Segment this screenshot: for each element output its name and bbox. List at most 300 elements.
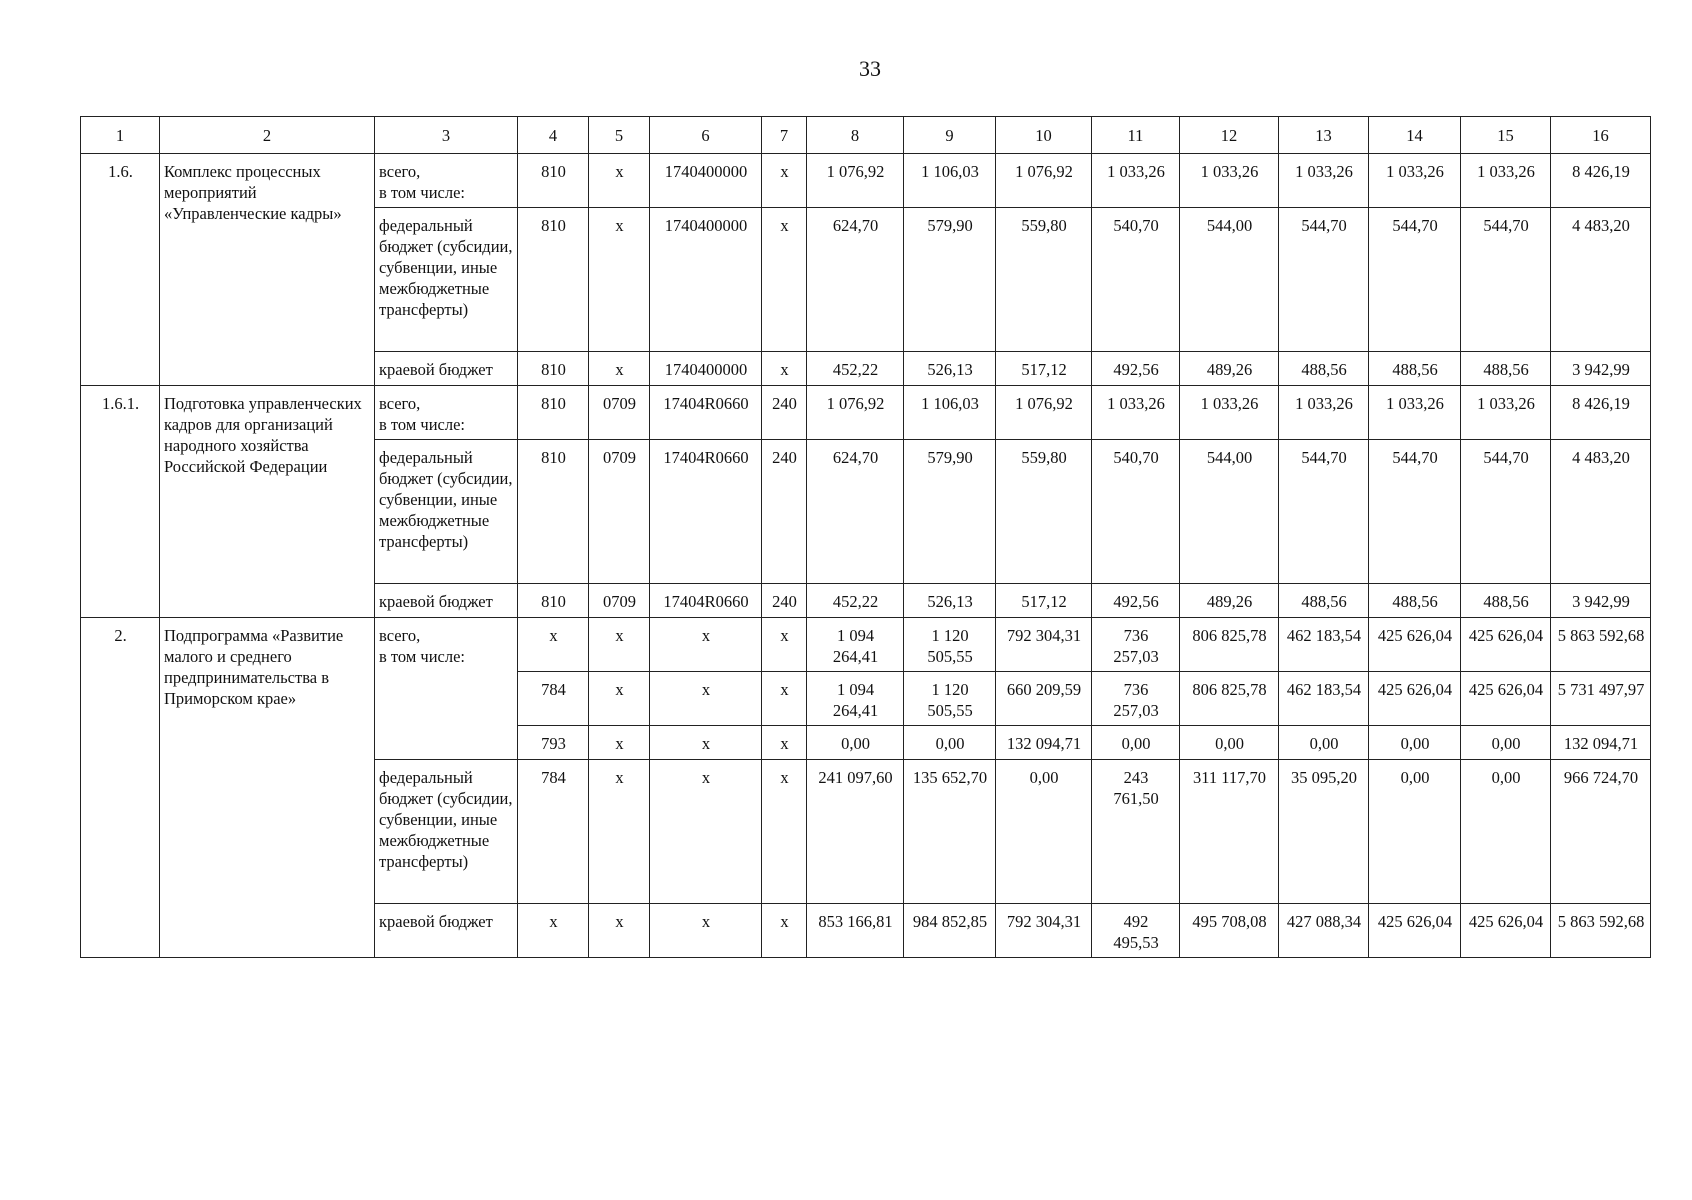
amount-cell: [1092, 386, 1180, 440]
amount-cell-text: 1 120 505,55: [927, 680, 973, 720]
amount-cell: [904, 618, 996, 672]
header-cell: 13: [1279, 117, 1369, 154]
code-grbs: [518, 386, 589, 440]
amount-cell: [1461, 904, 1551, 958]
amount-cell-text: 0,00: [1121, 734, 1151, 753]
amount-cell: [807, 904, 904, 958]
code-expense: [762, 726, 807, 760]
item-name: [160, 154, 375, 386]
amount-cell-text: 1 033,26: [1107, 394, 1165, 413]
amount-cell-text: 0,00: [841, 734, 870, 753]
amount-cell: [904, 440, 996, 584]
code-expense-text: х: [780, 734, 789, 753]
amount-cell: [1092, 208, 1180, 352]
amount-cell: [1180, 386, 1279, 440]
code-grbs: [518, 904, 589, 958]
amount-cell: [1551, 726, 1651, 760]
amount-cell: [1369, 440, 1461, 584]
amount-cell: [1092, 352, 1180, 386]
funding-source-text: краевой бюджет: [379, 912, 493, 931]
amount-cell-text: 792 304,31: [1006, 626, 1082, 645]
code-target: [650, 904, 762, 958]
amount-cell: [1551, 440, 1651, 584]
header-cell: 4: [518, 117, 589, 154]
amount-cell: [1180, 726, 1279, 760]
amount-cell-text: 1 120 505,55: [927, 626, 973, 666]
header-cell: 10: [996, 117, 1092, 154]
amount-cell: [1180, 672, 1279, 726]
code-section-text: х: [615, 680, 624, 699]
amount-cell: [1461, 672, 1551, 726]
code-section-text: х: [615, 360, 624, 379]
item-number: [81, 154, 160, 386]
header-cell: 14: [1369, 117, 1461, 154]
amount-cell: [807, 726, 904, 760]
amount-cell: [1279, 154, 1369, 208]
code-target: [650, 618, 762, 672]
amount-cell-text: 492,56: [1113, 360, 1159, 379]
code-section: [589, 584, 650, 618]
amount-cell-text: 135 652,70: [912, 768, 988, 787]
amount-cell: [1551, 386, 1651, 440]
amount-cell: [1279, 672, 1369, 726]
item-name-text: Комплекс процессных мероприятий «Управленческие кадры»: [164, 162, 342, 223]
code-target-text: 1740400000: [664, 360, 748, 379]
amount-cell-text: 0,00: [1215, 734, 1244, 753]
code-grbs: [518, 352, 589, 386]
code-target: [650, 760, 762, 904]
amount-cell: [996, 208, 1092, 352]
amount-cell: [1551, 672, 1651, 726]
amount-cell-text: 1 033,26: [1200, 394, 1259, 413]
amount-cell: [1369, 904, 1461, 958]
code-target: [650, 672, 762, 726]
funding-source: [375, 618, 518, 760]
amount-cell-text: 425 626,04: [1377, 626, 1453, 645]
amount-cell: [1461, 760, 1551, 904]
code-grbs-text: 784: [541, 680, 566, 699]
code-grbs: [518, 672, 589, 726]
amount-cell-text: 1 033,26: [1295, 394, 1353, 413]
code-section-text: 0709: [603, 592, 636, 611]
budget-table: [80, 116, 1651, 958]
code-section: [589, 440, 650, 584]
amount-cell: [807, 672, 904, 726]
code-grbs-text: 810: [541, 394, 566, 413]
amount-cell: [1461, 584, 1551, 618]
code-target-text: 17404R0660: [663, 448, 749, 467]
amount-cell: [996, 760, 1092, 904]
code-grbs-text: 793: [541, 734, 566, 753]
amount-cell-text: 624,70: [832, 216, 879, 235]
code-expense-text: х: [780, 912, 789, 931]
amount-cell-text: 1 033,26: [1200, 162, 1259, 181]
amount-cell-text: 1 033,26: [1477, 394, 1535, 413]
code-section: [589, 154, 650, 208]
amount-cell: [904, 154, 996, 208]
amount-cell-text: 5 863 592,68: [1557, 626, 1645, 645]
code-expense: [762, 584, 807, 618]
amount-cell-text: 544,70: [1392, 448, 1438, 467]
amount-cell-text: 0,00: [1491, 768, 1521, 787]
amount-cell: [1279, 904, 1369, 958]
code-grbs-text: 810: [541, 448, 566, 467]
amount-cell-text: 736 257,03: [1113, 626, 1159, 666]
item-name-text: Подпрограмма «Развитие малого и среднего предпринимательства в Приморском крае»: [164, 626, 344, 708]
amount-cell-text: 495 708,08: [1192, 912, 1267, 931]
amount-cell-text: 462 183,54: [1286, 680, 1362, 699]
funding-source-text: краевой бюджет: [379, 360, 493, 379]
funding-source: [375, 386, 518, 440]
amount-cell-text: 132 094,71: [1563, 734, 1639, 753]
code-target-text: х: [701, 734, 711, 753]
funding-source: [375, 904, 518, 958]
amount-cell-text: 0,00: [1491, 734, 1521, 753]
code-grbs: [518, 726, 589, 760]
code-expense: [762, 352, 807, 386]
amount-cell: [807, 760, 904, 904]
amount-cell-text: 489,26: [1206, 592, 1253, 611]
amount-cell: [1180, 440, 1279, 584]
amount-cell: [1180, 154, 1279, 208]
funding-source: [375, 584, 518, 618]
amount-cell-text: 526,13: [927, 592, 973, 611]
amount-cell-text: 540,70: [1113, 216, 1159, 235]
amount-cell: [807, 208, 904, 352]
amount-cell: [1279, 726, 1369, 760]
funding-source-text: всего, в том числе:: [379, 394, 466, 434]
amount-cell-text: 488,56: [1483, 360, 1529, 379]
code-expense-text: х: [780, 768, 789, 787]
code-grbs: [518, 584, 589, 618]
amount-cell-text: 544,70: [1301, 216, 1347, 235]
funding-source-text: всего, в том числе:: [379, 162, 466, 202]
table-body: [81, 154, 1651, 958]
code-expense: [762, 672, 807, 726]
amount-cell-text: 488,56: [1392, 592, 1438, 611]
amount-cell: [1369, 208, 1461, 352]
code-expense-text: 240: [772, 592, 797, 611]
item-number-text: 1.6.: [108, 162, 133, 181]
code-section: [589, 904, 650, 958]
amount-cell-text: 425 626,04: [1377, 912, 1453, 931]
header-cell: 7: [762, 117, 807, 154]
amount-cell: [1551, 904, 1651, 958]
amount-cell: [996, 726, 1092, 760]
amount-cell: [904, 386, 996, 440]
funding-source: [375, 208, 518, 352]
amount-cell: [1279, 618, 1369, 672]
amount-cell-text: 5 731 497,97: [1557, 680, 1645, 699]
code-section-text: х: [615, 626, 624, 645]
code-target-text: х: [701, 912, 711, 931]
table-row: [81, 618, 1651, 672]
amount-cell: [904, 352, 996, 386]
amount-cell-text: 427 088,34: [1286, 912, 1362, 931]
amount-cell: [904, 760, 996, 904]
code-section-text: х: [615, 216, 624, 235]
amount-cell-text: 492,56: [1113, 592, 1159, 611]
code-expense-text: 240: [772, 394, 797, 413]
amount-cell-text: 3 942,99: [1572, 360, 1630, 379]
item-name: [160, 618, 375, 958]
code-section-text: 0709: [603, 394, 636, 413]
code-section: [589, 208, 650, 352]
amount-cell: [1279, 386, 1369, 440]
code-grbs-text: 810: [541, 162, 566, 181]
amount-cell-text: 1 076,92: [826, 162, 885, 181]
amount-cell: [996, 440, 1092, 584]
amount-cell-text: 241 097,60: [818, 768, 893, 787]
amount-cell-text: 4 483,20: [1572, 216, 1630, 235]
code-expense: [762, 440, 807, 584]
amount-cell-text: 0,00: [1029, 768, 1059, 787]
amount-cell-text: 5 863 592,68: [1557, 912, 1645, 931]
amount-cell: [996, 584, 1092, 618]
code-expense: [762, 386, 807, 440]
amount-cell-text: 1 094 264,41: [832, 626, 879, 666]
amount-cell-text: 517,12: [1021, 360, 1067, 379]
code-section: [589, 618, 650, 672]
code-section-text: х: [615, 162, 624, 181]
code-grbs: [518, 760, 589, 904]
funding-source-text: федеральный бюджет (субсидии, субвенции, иные межбюджетные трансферты): [379, 448, 513, 551]
amount-cell-text: 311 117,70: [1192, 768, 1267, 787]
amount-cell: [807, 154, 904, 208]
amount-cell-text: 517,12: [1021, 592, 1067, 611]
code-section: [589, 726, 650, 760]
code-grbs: [518, 208, 589, 352]
amount-cell: [1461, 440, 1551, 584]
amount-cell-text: 35 095,20: [1291, 768, 1357, 787]
amount-cell: [1279, 352, 1369, 386]
item-name-text: Подготовка управленческих кадров для организаций народного хозяйства Российской Федерации: [164, 394, 362, 476]
header-cell: 8: [807, 117, 904, 154]
amount-cell: [1279, 760, 1369, 904]
amount-cell-text: 425 626,04: [1468, 626, 1544, 645]
amount-cell-text: 1 106,03: [921, 162, 979, 181]
amount-cell: [1180, 584, 1279, 618]
amount-cell-text: 452,22: [832, 592, 879, 611]
funding-source-text: федеральный бюджет (субсидии, субвенции, иные межбюджетные трансферты): [379, 768, 513, 871]
amount-cell-text: 559,80: [1021, 216, 1067, 235]
code-grbs-text: 810: [541, 216, 566, 235]
amount-cell-text: 1 033,26: [1386, 162, 1444, 181]
amount-cell: [1461, 208, 1551, 352]
amount-cell: [807, 386, 904, 440]
amount-cell: [1461, 352, 1551, 386]
amount-cell-text: 3 942,99: [1572, 592, 1630, 611]
amount-cell-text: 243 761,50: [1113, 768, 1159, 808]
amount-cell: [807, 440, 904, 584]
amount-cell-text: 1 033,26: [1295, 162, 1353, 181]
amount-cell-text: 660 209,59: [1006, 680, 1082, 699]
amount-cell: [996, 618, 1092, 672]
code-expense-text: х: [780, 216, 789, 235]
code-target: [650, 386, 762, 440]
amount-cell-text: 1 094 264,41: [832, 680, 879, 720]
amount-cell: [1092, 440, 1180, 584]
amount-cell-text: 544,70: [1483, 448, 1529, 467]
item-number: [81, 618, 160, 958]
header-row: [81, 117, 1651, 154]
amount-cell-text: 559,80: [1021, 448, 1067, 467]
amount-cell: [1279, 208, 1369, 352]
amount-cell: [904, 208, 996, 352]
code-target-text: х: [701, 680, 711, 699]
amount-cell-text: 4 483,20: [1572, 448, 1630, 467]
item-number-text: 1.6.1.: [101, 394, 140, 413]
amount-cell-text: 806 825,78: [1192, 680, 1267, 699]
amount-cell: [1279, 584, 1369, 618]
amount-cell: [1551, 352, 1651, 386]
code-section-text: х: [615, 912, 624, 931]
code-target: [650, 440, 762, 584]
amount-cell-text: 425 626,04: [1468, 680, 1544, 699]
code-grbs-text: 810: [541, 592, 566, 611]
code-grbs-text: 784: [541, 768, 566, 787]
amount-cell: [1180, 618, 1279, 672]
header-cell: 6: [650, 117, 762, 154]
code-grbs-text: 810: [541, 360, 566, 379]
amount-cell-text: 579,90: [927, 448, 973, 467]
amount-cell-text: 0,00: [1400, 768, 1430, 787]
amount-cell-text: 1 033,26: [1386, 394, 1444, 413]
amount-cell: [1369, 154, 1461, 208]
amount-cell-text: 544,00: [1206, 216, 1253, 235]
amount-cell-text: 544,70: [1483, 216, 1529, 235]
amount-cell-text: 132 094,71: [1006, 734, 1082, 753]
amount-cell-text: 806 825,78: [1192, 626, 1267, 645]
amount-cell-text: 984 852,85: [912, 912, 988, 931]
code-grbs-text: х: [549, 626, 558, 645]
amount-cell: [996, 904, 1092, 958]
code-grbs: [518, 618, 589, 672]
header-cell: 16: [1551, 117, 1651, 154]
amount-cell-text: 0,00: [1309, 734, 1339, 753]
amount-cell: [1180, 904, 1279, 958]
amount-cell: [1551, 154, 1651, 208]
amount-cell: [1369, 386, 1461, 440]
amount-cell: [1369, 760, 1461, 904]
amount-cell: [1461, 154, 1551, 208]
code-section: [589, 352, 650, 386]
code-target-text: 17404R0660: [663, 592, 749, 611]
amount-cell-text: 0,00: [935, 734, 965, 753]
amount-cell-text: 488,56: [1301, 592, 1347, 611]
amount-cell: [996, 154, 1092, 208]
header-cell: 12: [1180, 117, 1279, 154]
code-grbs: [518, 154, 589, 208]
amount-cell: [904, 672, 996, 726]
funding-source-text: федеральный бюджет (субсидии, субвенции, иные межбюджетные трансферты): [379, 216, 513, 319]
amount-cell: [807, 584, 904, 618]
code-expense: [762, 154, 807, 208]
amount-cell-text: 492 495,53: [1113, 912, 1159, 952]
funding-source: [375, 760, 518, 904]
amount-cell-text: 425 626,04: [1377, 680, 1453, 699]
funding-source: [375, 352, 518, 386]
amount-cell: [1369, 352, 1461, 386]
amount-cell-text: 579,90: [927, 216, 973, 235]
item-number-text: 2.: [114, 626, 127, 645]
header-cell: 15: [1461, 117, 1551, 154]
code-expense: [762, 760, 807, 904]
code-section-text: х: [615, 734, 624, 753]
amount-cell: [1092, 672, 1180, 726]
amount-cell-text: 8 426,19: [1572, 394, 1630, 413]
header-cell: 3: [375, 117, 518, 154]
amount-cell-text: 8 426,19: [1572, 162, 1630, 181]
amount-cell: [1092, 584, 1180, 618]
amount-cell-text: 489,26: [1206, 360, 1253, 379]
amount-cell-text: 1 033,26: [1107, 162, 1165, 181]
amount-cell-text: 488,56: [1301, 360, 1347, 379]
code-grbs: [518, 440, 589, 584]
amount-cell: [1180, 208, 1279, 352]
amount-cell: [1461, 618, 1551, 672]
code-expense: [762, 208, 807, 352]
code-expense: [762, 618, 807, 672]
code-target: [650, 352, 762, 386]
amount-cell-text: 544,70: [1392, 216, 1438, 235]
code-target: [650, 208, 762, 352]
amount-cell: [1369, 672, 1461, 726]
amount-cell-text: 425 626,04: [1468, 912, 1544, 931]
item-name: [160, 386, 375, 618]
amount-cell: [1092, 726, 1180, 760]
table-row: [81, 154, 1651, 208]
code-target: [650, 154, 762, 208]
item-number: [81, 386, 160, 618]
code-expense-text: х: [780, 162, 789, 181]
header-cell: 9: [904, 117, 996, 154]
amount-cell-text: 853 166,81: [818, 912, 893, 931]
amount-cell: [807, 352, 904, 386]
amount-cell: [1092, 904, 1180, 958]
code-target-text: х: [701, 626, 711, 645]
code-section-text: 0709: [603, 448, 636, 467]
amount-cell-text: 526,13: [927, 360, 973, 379]
code-expense-text: х: [780, 680, 789, 699]
code-expense-text: х: [780, 626, 789, 645]
amount-cell-text: 0,00: [1400, 734, 1430, 753]
code-expense: [762, 904, 807, 958]
amount-cell-text: 488,56: [1483, 592, 1529, 611]
amount-cell: [1279, 440, 1369, 584]
code-target-text: 1740400000: [664, 162, 748, 181]
funding-source-text: краевой бюджет: [379, 592, 493, 611]
amount-cell-text: 462 183,54: [1286, 626, 1362, 645]
amount-cell-text: 1 076,92: [826, 394, 885, 413]
code-section: [589, 386, 650, 440]
amount-cell-text: 792 304,31: [1006, 912, 1082, 931]
amount-cell: [807, 618, 904, 672]
amount-cell: [1551, 760, 1651, 904]
funding-source: [375, 440, 518, 584]
code-expense-text: х: [780, 360, 789, 379]
amount-cell: [1092, 760, 1180, 904]
amount-cell: [1180, 352, 1279, 386]
page-number: 33: [859, 56, 881, 81]
code-expense-text: 240: [772, 448, 797, 467]
amount-cell: [1551, 618, 1651, 672]
amount-cell: [996, 386, 1092, 440]
table-row: [81, 386, 1651, 440]
amount-cell-text: 1 106,03: [921, 394, 979, 413]
code-target-text: 1740400000: [664, 216, 748, 235]
code-target: [650, 726, 762, 760]
